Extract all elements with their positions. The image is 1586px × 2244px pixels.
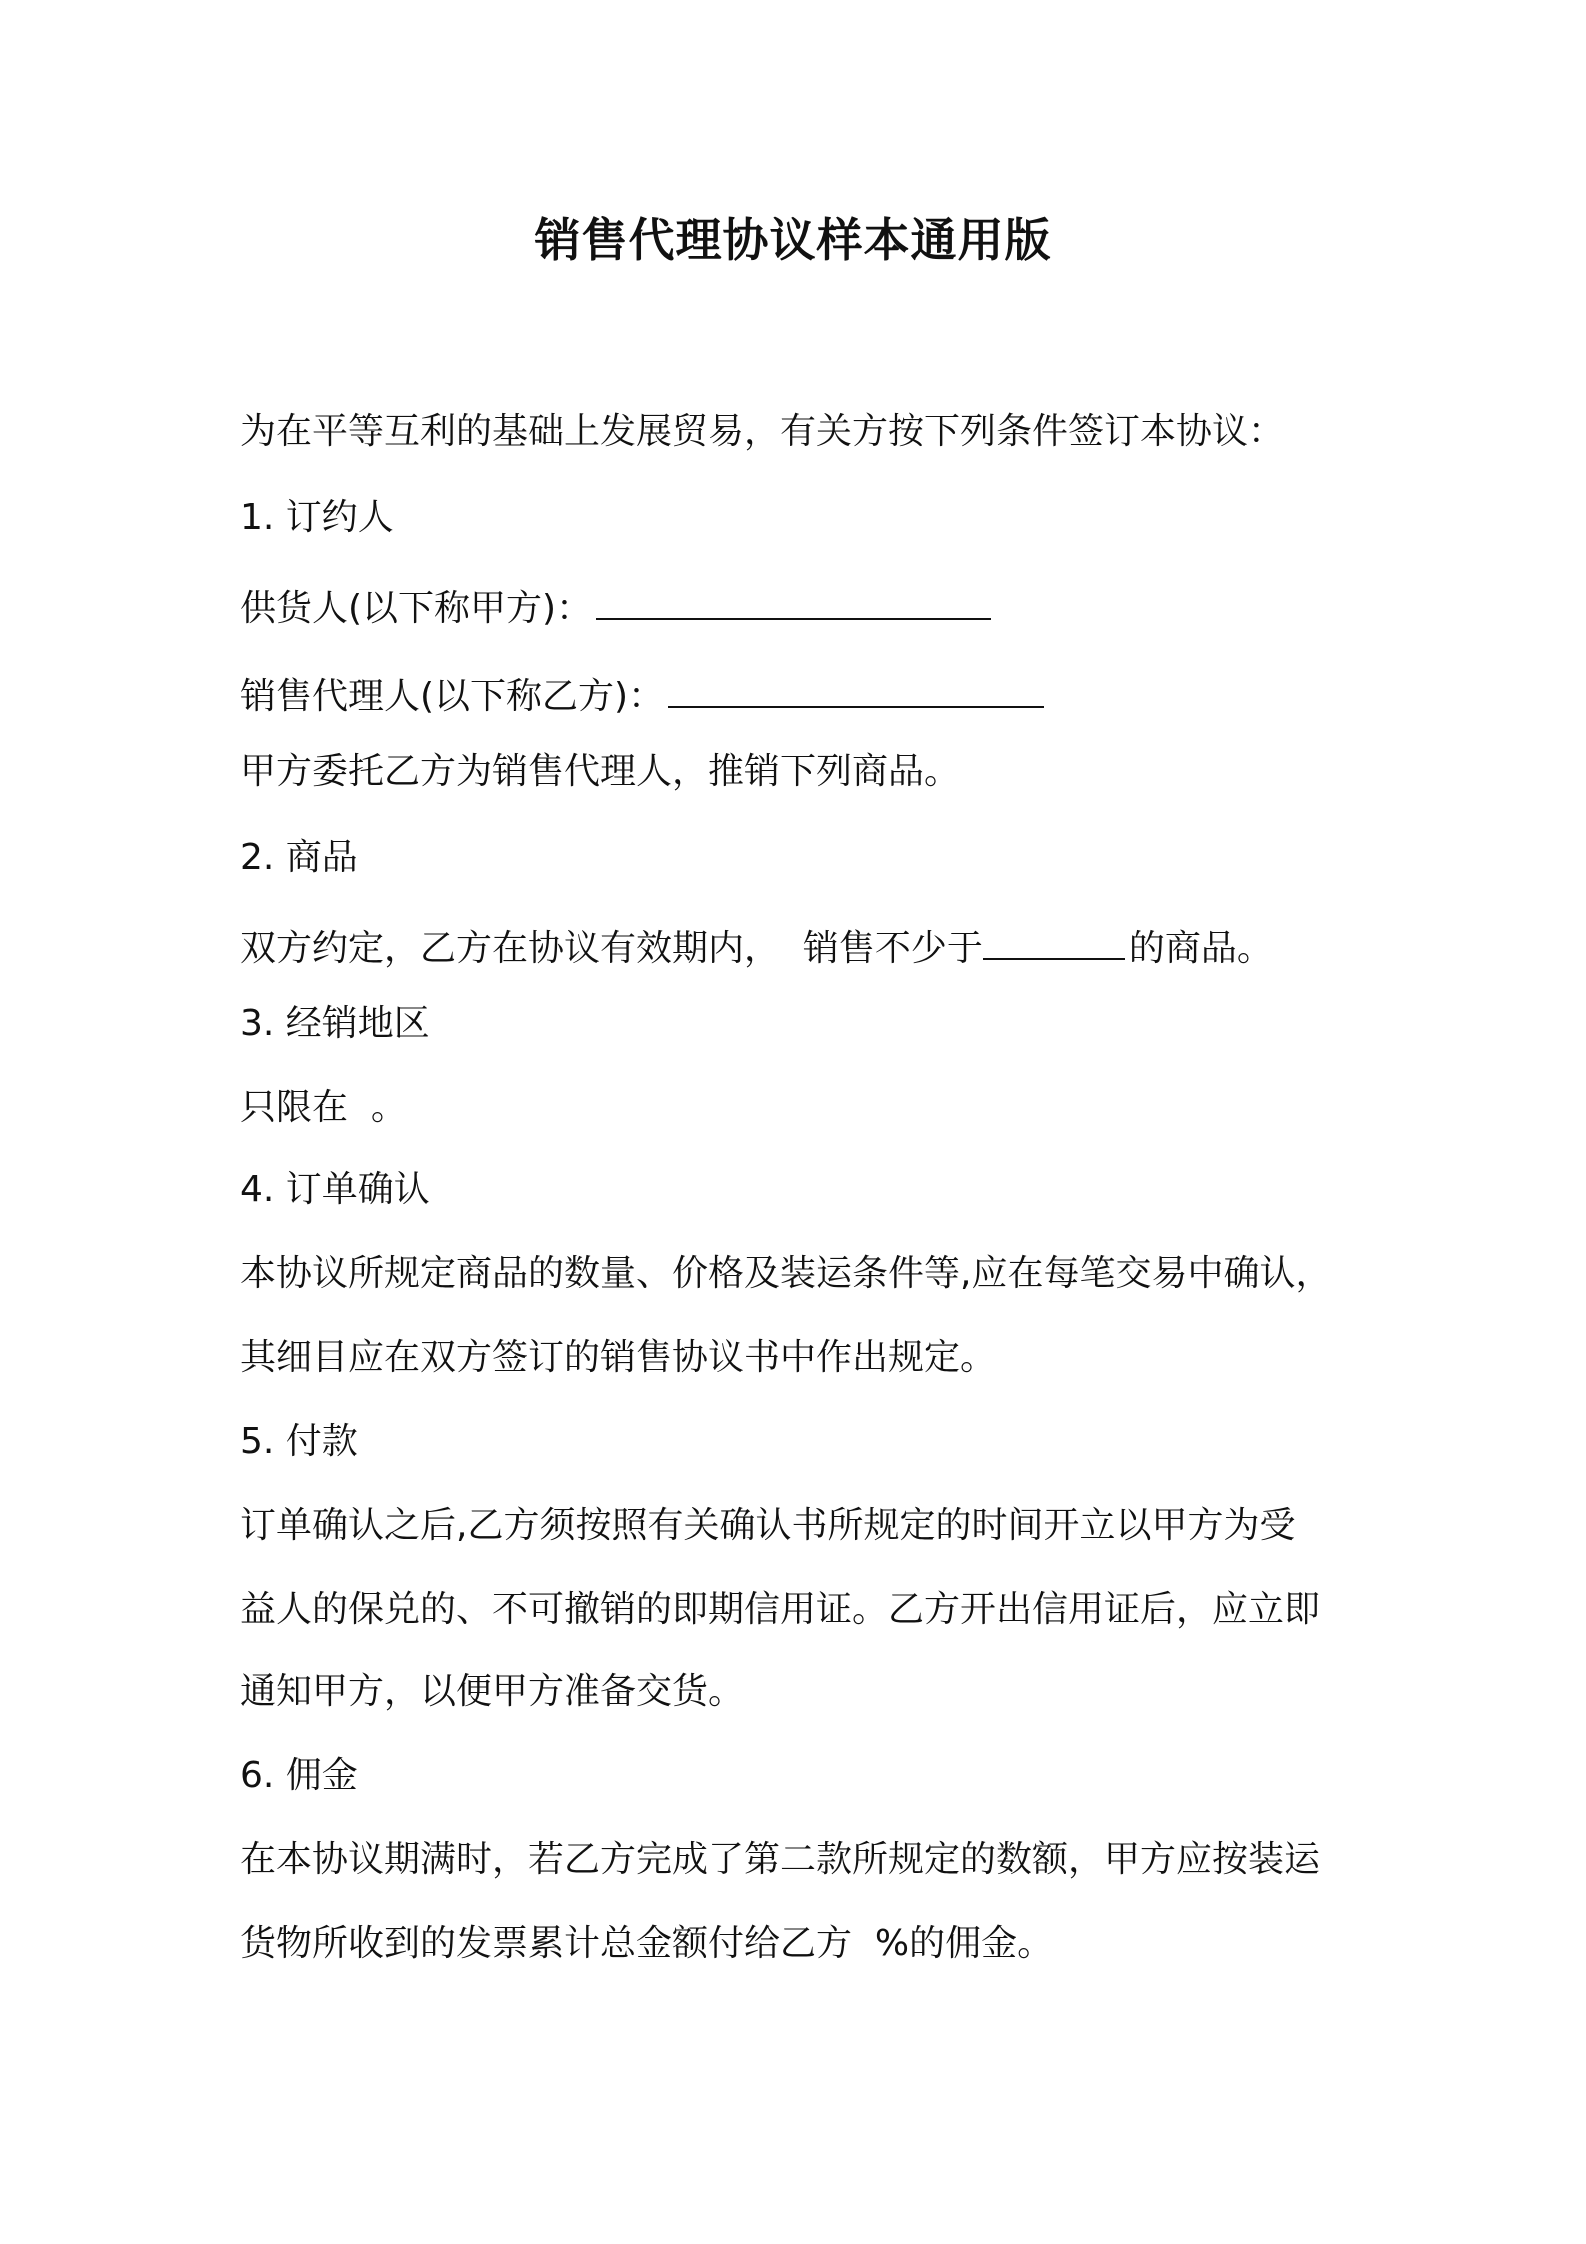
- quantity-blank: [983, 922, 1125, 960]
- section-2-body-after: 的商品。: [1128, 928, 1273, 969]
- section-2-heading: 2. 商品: [240, 837, 358, 878]
- section-5-body-line-3: 通知甲方，以便甲方准备交货。: [240, 1671, 745, 1712]
- intro-paragraph: 为在平等互利的基础上发展贸易，有关方按下列条件签订本协议：: [240, 411, 1285, 452]
- agent-label: 销售代理人(以下称乙方)：: [240, 676, 665, 717]
- agent-line: [240, 670, 1360, 721]
- agent-blank: [668, 670, 1044, 708]
- section-2-body: [240, 922, 1360, 973]
- section-4-body-line-1: 本协议所规定商品的数量、价格及装运条件等,应在每笔交易中确认，: [240, 1253, 1332, 1294]
- section-6-body-line-1: 在本协议期满时，若乙方完成了第二款所规定的数额，甲方应按装运: [240, 1839, 1321, 1880]
- section-5-heading: 5. 付款: [240, 1421, 358, 1462]
- section-6-heading: 6. 佣金: [240, 1755, 358, 1796]
- section-4-body-line-2: 其细目应在双方签订的销售协议书中作出规定。: [240, 1337, 997, 1378]
- supplier-blank: [596, 582, 991, 620]
- section-1-heading: 1. 订约人: [240, 497, 394, 538]
- section-5-body-line-1: 订单确认之后,乙方须按照有关确认书所规定的时间开立以甲方为受: [240, 1505, 1296, 1546]
- section-3-heading: 3. 经销地区: [240, 1003, 430, 1044]
- section-4-heading: 4. 订单确认: [240, 1169, 430, 1210]
- section-6-body-line-2: 货物所收到的发票累计总金额付给乙方 %的佣金。: [240, 1923, 1054, 1964]
- section-2-body-before: 双方约定，乙方在协议有效期内， 销售不少于: [240, 928, 983, 969]
- section-3-body: 只限在 。: [240, 1087, 407, 1128]
- supplier-label: 供货人(以下称甲方)：: [240, 588, 593, 629]
- supplier-line: [240, 582, 1360, 633]
- section-1-body: 甲方委托乙方为销售代理人，推销下列商品。: [240, 751, 961, 792]
- document-title: 销售代理协议样本通用版: [534, 213, 1052, 267]
- section-5-body-line-2: 益人的保兑的、不可撤销的即期信用证。乙方开出信用证后，应立即: [240, 1589, 1321, 1630]
